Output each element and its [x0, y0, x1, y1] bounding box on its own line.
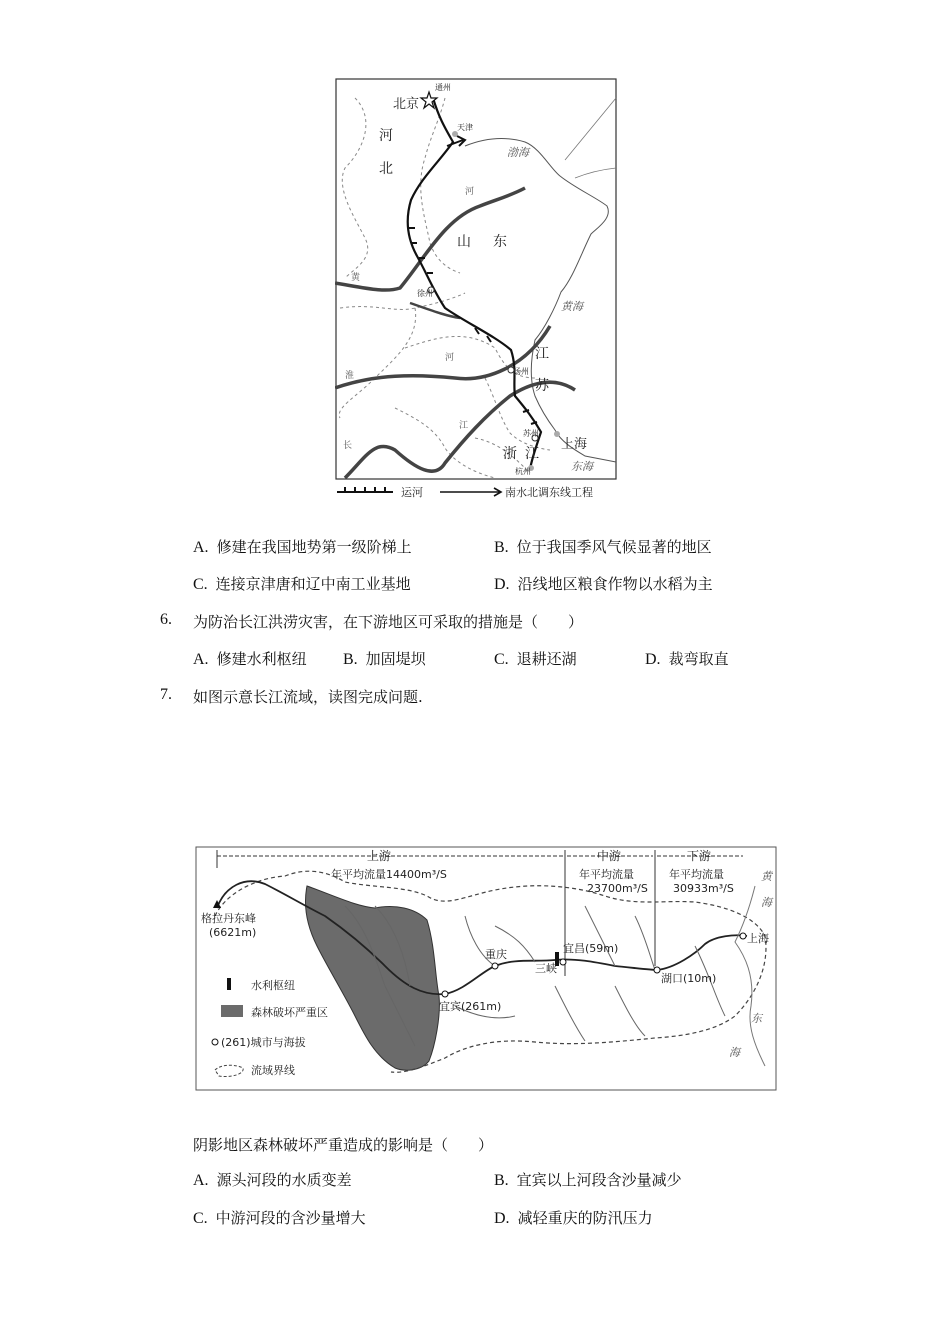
q5-option-a[interactable]: A. 修建在我国地势第一级阶梯上: [193, 538, 412, 556]
svg-text:水利枢纽: 水利枢纽: [251, 979, 295, 992]
svg-text:河: 河: [445, 353, 455, 363]
svg-text:三峡: 三峡: [535, 962, 557, 975]
svg-text:北: 北: [379, 161, 393, 177]
svg-text:扬州: 扬州: [513, 367, 529, 376]
svg-text:23700m³/S: 23700m³/S: [587, 882, 648, 895]
svg-text:北京: 北京: [393, 97, 420, 112]
svg-text:黄: 黄: [351, 273, 361, 283]
svg-text:天津: 天津: [457, 123, 473, 132]
svg-text:运河: 运河: [401, 486, 423, 499]
svg-text:湖口(10m): 湖口(10m): [661, 972, 717, 985]
svg-text:黄海: 黄海: [561, 300, 583, 313]
svg-text:长: 长: [343, 441, 353, 451]
east-route-map: [335, 78, 617, 503]
q7-option-b[interactable]: B. 宜宾以上河段含沙量减少: [494, 1171, 682, 1189]
svg-text:年平均流量: 年平均流量: [579, 868, 634, 881]
svg-text:浙: 浙: [503, 446, 517, 462]
q7-option-a[interactable]: A. 源头河段的水质变差: [193, 1171, 352, 1189]
svg-text:(261)城市与海拔: (261)城市与海拔: [221, 1036, 306, 1049]
q5-option-d[interactable]: D. 沿线地区粮食作物以水稻为主: [494, 575, 713, 593]
q5-option-b[interactable]: B. 位于我国季风气候显著的地区: [494, 538, 712, 556]
svg-text:宜昌(59m): 宜昌(59m): [563, 942, 619, 955]
svg-text:上海: 上海: [747, 932, 769, 945]
q7-stem: 如图示意长江流域，读图完成问题.: [193, 688, 423, 706]
svg-text:流域界线: 流域界线: [251, 1064, 295, 1077]
svg-text:重庆: 重庆: [485, 948, 507, 961]
q7-option-c[interactable]: C. 中游河段的含沙量增大: [193, 1209, 366, 1227]
svg-text:东: 东: [751, 1012, 762, 1025]
svg-text:中游: 中游: [597, 849, 622, 863]
svg-text:山: 山: [457, 234, 471, 250]
svg-text:年平均流量: 年平均流量: [669, 868, 724, 881]
q6-stem: 为防治长江洪涝灾害，在下游地区可采取的措施是（ ）: [193, 613, 584, 631]
svg-text:河: 河: [379, 128, 393, 144]
svg-text:杭州: 杭州: [515, 467, 531, 476]
q6-option-d[interactable]: D. 裁弯取直: [645, 650, 729, 668]
svg-text:黄: 黄: [761, 870, 772, 883]
svg-text:(6621m): (6621m): [209, 926, 257, 939]
svg-text:淮: 淮: [345, 371, 355, 381]
svg-text:徐州: 徐州: [417, 289, 433, 298]
map1-legend: [337, 485, 593, 499]
svg-text:江: 江: [525, 446, 539, 462]
svg-text:年平均流量14400m³/S: 年平均流量14400m³/S: [331, 868, 447, 881]
q6-number: 6.: [160, 611, 172, 628]
svg-text:通州: 通州: [435, 83, 451, 92]
svg-text:格拉丹东峰: 格拉丹东峰: [201, 912, 256, 925]
svg-text:上海: 上海: [561, 437, 588, 452]
svg-text:森林破坏严重区: 森林破坏严重区: [251, 1006, 328, 1019]
svg-text:东: 东: [493, 234, 507, 250]
svg-text:苏州: 苏州: [523, 429, 539, 438]
svg-text:下游: 下游: [687, 849, 712, 863]
yangtze-basin-map: [195, 846, 777, 1092]
svg-text:江: 江: [535, 346, 549, 362]
svg-text:南水北调东线工程: 南水北调东线工程: [505, 486, 593, 499]
q7-option-d[interactable]: D. 减轻重庆的防汛压力: [494, 1209, 653, 1227]
q6-option-b[interactable]: B. 加固堤坝: [343, 650, 426, 668]
svg-text:海: 海: [761, 896, 772, 909]
svg-text:河: 河: [465, 187, 475, 197]
svg-text:苏: 苏: [535, 378, 549, 394]
svg-text:海: 海: [729, 1046, 740, 1059]
q5-option-c[interactable]: C. 连接京津唐和辽中南工业基地: [193, 575, 411, 593]
q7-subquestion: 阴影地区森林破坏严重造成的影响是（ ）: [193, 1136, 494, 1154]
q6-option-a[interactable]: A. 修建水利枢纽: [193, 650, 307, 668]
svg-text:宜宾(261m): 宜宾(261m): [439, 1000, 502, 1013]
svg-text:江: 江: [459, 421, 469, 431]
q6-option-c[interactable]: C. 退耕还湖: [494, 650, 577, 668]
svg-text:上游: 上游: [367, 849, 392, 863]
svg-text:渤海: 渤海: [507, 146, 529, 159]
svg-text:东海: 东海: [571, 460, 593, 473]
q7-number: 7.: [160, 686, 172, 703]
svg-text:30933m³/S: 30933m³/S: [673, 882, 734, 895]
